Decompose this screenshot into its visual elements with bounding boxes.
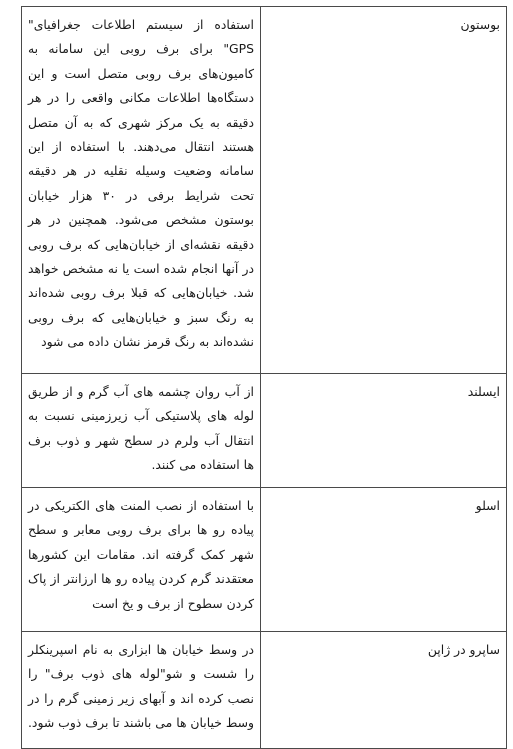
table-row [22, 488, 507, 632]
city-cell: ایسلند [261, 374, 507, 488]
description-cell: با استفاده از نصب المنت های الکتریکی در پیاده رو ها برای برف روبی معابر و سطح شهر کمک گرفته اند. مقامات این کشورها معتقدند گرم کردن پیاده رو ها ارزانتر از پاک کردن سطوح از برف و یخ است [22, 488, 261, 632]
description-cell: در وسط خیابان ها ابزاری به نام اسپرینکلر را شست و شو"لوله های ذوب برف" را نصب کرده اند و آبهای زیر زمینی گرم را در وسط خیابان ها می باشند تا برف ذوب شود. [22, 632, 261, 749]
methods-table [21, 6, 507, 749]
city-cell: ساپرو در ژاپن [261, 632, 507, 749]
table-row [22, 7, 507, 374]
table-row [22, 632, 507, 749]
table-row [22, 374, 507, 488]
description-cell: استفاده از سیستم اطلاعات جغرافیای" GPS" برای برف روبی این سامانه به کامیون‌های برف روبی متصل است و این دستگاه‌ها اطلاعات مکانی واقعی را در هر دقیقه به یک مرکز شهری که به آن متصل هستند انتقال می‌دهند. با استفاده از این سامانه وضعیت وسیله نقلیه در هر دقیقه تحت شرایط برفی در ۳۰ هزار خیابان بوستون مشخص می‌شود. همچنین در هر دقیقه نقشه‌ای از خیابان‌هایی که برف روبی در آنها انجام شده است یا نه مشخص خواهد شد. خیابان‌هایی که قبلا برف روبی شده‌اند به رنگ سبز و خیابان‌هایی که برف روبی نشده‌اند به رنگ قرمز نشان داده می شود [22, 7, 261, 374]
city-cell: اسلو [261, 488, 507, 632]
description-cell: از آب روان چشمه های آب گرم و از طریق لوله های پلاستیکی آب زیرزمینی نسبت به انتقال آب ولرم در سطح شهر و ذوب برف ها استفاده می کنند. [22, 374, 261, 488]
city-cell: بوستون [261, 7, 507, 374]
